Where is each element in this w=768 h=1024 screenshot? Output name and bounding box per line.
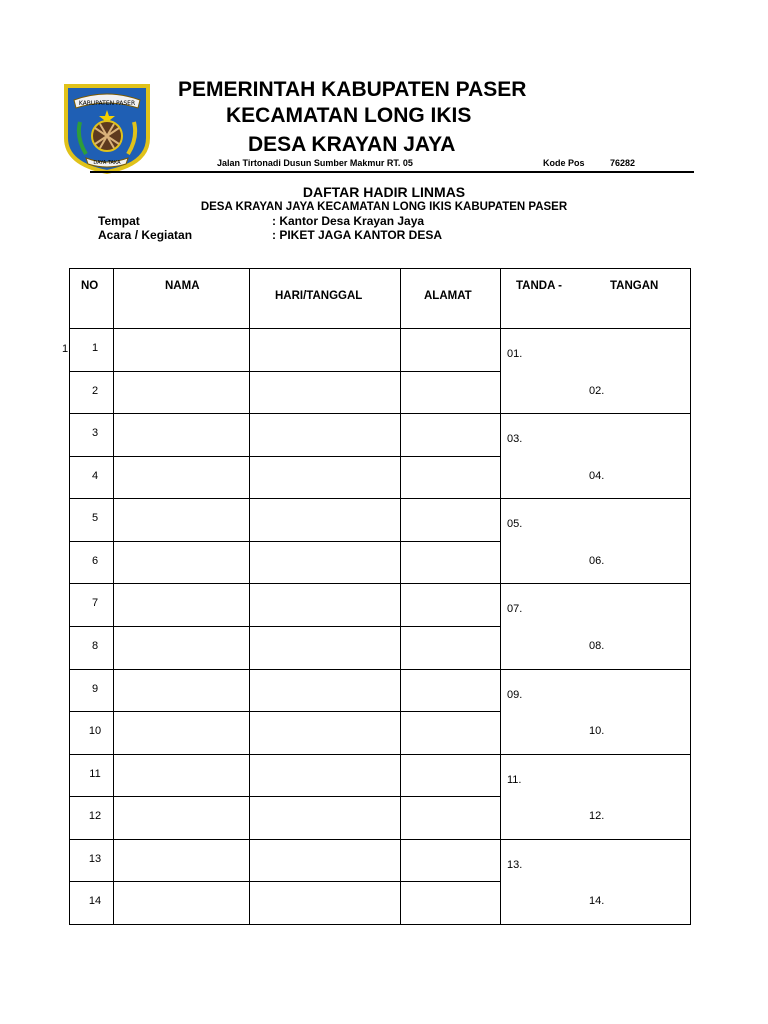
header-sign-right: TANGAN xyxy=(610,280,659,292)
signature-slot: 03. xyxy=(507,433,523,445)
attendance-table xyxy=(69,268,691,924)
signature-slot: 12. xyxy=(589,810,605,822)
form-subtitle: DESA KRAYAN JAYA KECAMATAN LONG IKIS KABUPATEN PASER xyxy=(200,201,568,213)
signature-slot: 09. xyxy=(507,689,523,701)
table-rule xyxy=(69,796,501,797)
row-number: 11 xyxy=(89,768,101,780)
table-rule xyxy=(249,268,250,925)
event-value: : PIKET JAGA KANTOR DESA xyxy=(272,228,443,242)
row-number: 12 xyxy=(88,810,102,822)
table-rule xyxy=(69,498,691,499)
table-rule xyxy=(69,839,691,840)
table-rule xyxy=(69,583,691,584)
table-rule xyxy=(69,541,501,542)
place-label: Tempat xyxy=(98,214,140,228)
letterhead-divider xyxy=(90,171,694,173)
postcode-value: 76282 xyxy=(610,158,636,168)
district-title: KECAMATAN LONG IKIS xyxy=(226,104,472,127)
row-number: 13 xyxy=(88,853,102,865)
row-number: 14 xyxy=(88,895,102,907)
table-rule xyxy=(69,711,501,712)
header-sign-left: TANDA - xyxy=(516,280,562,292)
signature-slot: 11. xyxy=(507,774,522,786)
header-date: HARI/TANGGAL xyxy=(275,290,363,302)
table-rule xyxy=(690,268,691,925)
table-rule xyxy=(69,456,501,457)
table-rule xyxy=(69,268,691,269)
signature-slot: 08. xyxy=(589,640,605,652)
signature-slot: 06. xyxy=(589,555,605,567)
row-number: 10 xyxy=(88,725,102,737)
table-rule xyxy=(69,881,501,882)
table-rule xyxy=(69,754,691,755)
table-rule xyxy=(69,328,691,329)
svg-text:KABUPATEN PASER: KABUPATEN PASER xyxy=(78,100,136,107)
table-rule xyxy=(69,413,691,414)
row-number: 2 xyxy=(91,385,99,397)
office-address: Jalan Tirtonadi Dusun Sumber Makmur RT. 05 xyxy=(217,158,413,168)
svg-text:DAYA TAKA: DAYA TAKA xyxy=(93,160,121,166)
signature-slot: 14. xyxy=(589,895,605,907)
table-rule xyxy=(69,626,501,627)
row-number: 3 xyxy=(91,427,99,439)
row-number: 9 xyxy=(91,683,99,695)
row-number: 8 xyxy=(91,640,99,652)
event-label: Acara / Kegiatan xyxy=(98,228,193,242)
signature-slot: 01. xyxy=(507,348,523,360)
postcode-label: Kode Pos xyxy=(543,158,585,168)
signature-slot: 05. xyxy=(507,518,523,530)
margin-mark: 1 xyxy=(62,343,69,355)
row-number: 6 xyxy=(91,555,99,567)
place-value: : Kantor Desa Krayan Jaya xyxy=(272,214,425,228)
row-number: 1 xyxy=(91,342,99,354)
signature-slot: 04. xyxy=(589,470,605,482)
table-rule xyxy=(69,371,501,372)
signature-slot: 10. xyxy=(589,725,605,737)
table-rule xyxy=(500,268,501,925)
table-rule xyxy=(400,268,401,925)
table-rule xyxy=(69,669,691,670)
row-number: 5 xyxy=(91,512,99,524)
signature-slot: 02. xyxy=(589,385,605,397)
government-title: PEMERINTAH KABUPATEN PASER xyxy=(178,78,527,101)
form-title: DAFTAR HADIR LINMAS xyxy=(302,184,466,200)
signature-slot: 07. xyxy=(507,603,523,615)
village-title: DESA KRAYAN JAYA xyxy=(248,133,456,156)
regency-emblem xyxy=(62,78,152,174)
header-name: NAMA xyxy=(165,280,200,292)
header-no: NO xyxy=(81,280,99,292)
signature-slot: 13. xyxy=(507,859,523,871)
table-rule xyxy=(69,268,70,925)
row-number: 7 xyxy=(91,597,99,609)
row-number: 4 xyxy=(91,470,99,482)
table-rule xyxy=(69,924,691,925)
header-address: ALAMAT xyxy=(424,290,472,302)
